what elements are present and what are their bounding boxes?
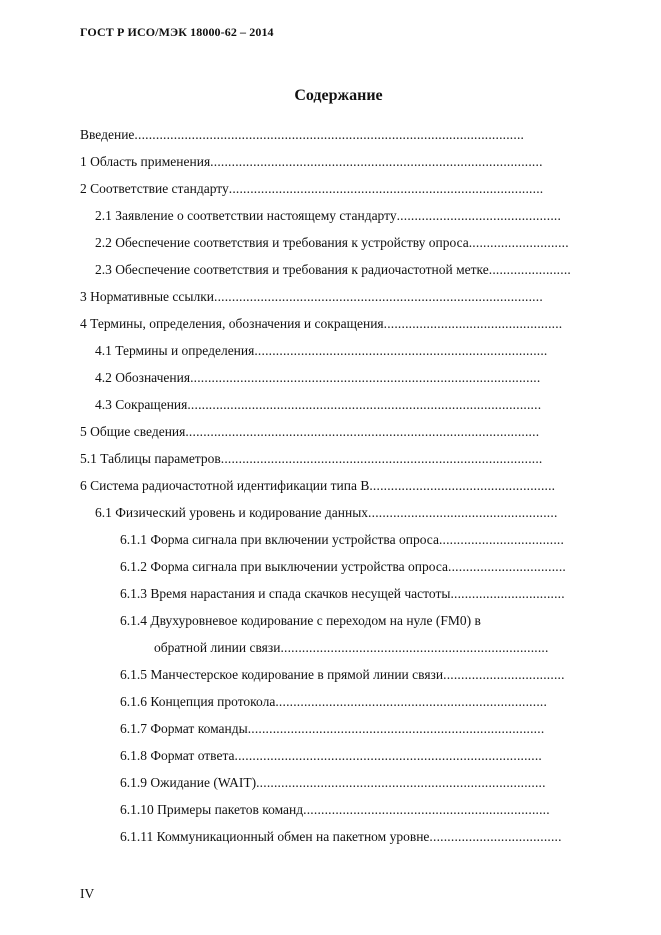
document-header: ГОСТ Р ИСО/МЭК 18000-62 – 2014 [80, 25, 274, 39]
leader-dots: ................................. [448, 559, 566, 574]
toc-entry-introduction[interactable]: Введение............................................................................................................. [80, 127, 525, 142]
toc-entry-section-2[interactable]: 2 Соответствие стандарту........................................................................................ [80, 181, 544, 196]
leader-dots: .............................................. [396, 208, 562, 223]
toc-entry-section-6-1-4-continued[interactable]: обратной линии связи........................................................................... [154, 640, 549, 655]
leader-dots: ................................................................................... [247, 721, 545, 736]
leader-dots: ................................................................................................... [187, 397, 542, 412]
leader-dots: ............................................................................................................. [134, 127, 525, 142]
toc-entry-section-6-1-8[interactable]: 6.1.8 Формат ответа...................................................................................... [120, 748, 542, 763]
toc-entry-section-6-1-11[interactable]: 6.1.11 Коммуникационный обмен на пакетном уровне..................................... [120, 829, 562, 844]
leader-dots: ................................................................................. [256, 775, 546, 790]
page-title: Содержание [294, 87, 383, 104]
leader-dots: ..................................................................... [303, 802, 550, 817]
toc-entry-section-2-1[interactable]: 2.1 Заявление о соответствии настоящему стандарту.............................................. [95, 208, 562, 223]
leader-dots: .................................................................................................. [190, 370, 541, 385]
leader-dots: .......................................................................................... [220, 451, 543, 466]
toc-entry-section-6-1[interactable]: 6.1 Физический уровень и кодирование данных..................................................... [95, 505, 558, 520]
toc-entry-section-1[interactable]: 1 Область применения............................................................................................. [80, 154, 543, 169]
page-number: IV [80, 886, 95, 901]
leader-dots: ...................................................................................... [234, 748, 542, 763]
toc-entry-section-4-1[interactable]: 4.1 Термины и определения.................................................................................. [95, 343, 548, 358]
toc-entry-section-4[interactable]: 4 Термины, определения, обозначения и сокращения.................................................. [80, 316, 563, 331]
toc-entry-section-4-3[interactable]: 4.3 Сокращения................................................................................................... [95, 397, 542, 412]
leader-dots: .................................................... [369, 478, 556, 493]
leader-dots: ........................................................................... [280, 640, 549, 655]
leader-dots: ................................ [450, 586, 565, 601]
leader-dots: .................................................................................. [254, 343, 548, 358]
toc-entry-section-6-1-6[interactable]: 6.1.6 Концепция протокола............................................................................ [120, 694, 548, 709]
leader-dots: ..................................... [429, 829, 562, 844]
leader-dots: ..................................................... [368, 505, 558, 520]
leader-dots: .................................. [443, 667, 565, 682]
toc-entry-section-6-1-2[interactable]: 6.1.2 Форма сигнала при выключении устройства опроса................................. [120, 559, 566, 574]
toc-entry-section-6-1-4[interactable]: 6.1.4 Двухуровневое кодирование с переходом на нуле (FM0) в [120, 613, 481, 628]
leader-dots: ........................................................................................ [228, 181, 544, 196]
toc-entry-section-5-1[interactable]: 5.1 Таблицы параметров.......................................................................................... [80, 451, 543, 466]
leader-dots: ............................................................................................. [210, 154, 543, 169]
toc-entry-section-2-3[interactable]: 2.3 Обеспечение соответствия и требования к радиочастотной метке....................... [95, 262, 571, 277]
toc-entry-section-2-2[interactable]: 2.2 Обеспечение соответствия и требования к устройству опроса............................ [95, 235, 569, 250]
leader-dots: ................................... [438, 532, 565, 547]
toc-entry-section-3[interactable]: 3 Нормативные ссылки............................................................................................ [80, 289, 543, 304]
toc-entry-section-6-1-1[interactable]: 6.1.1 Форма сигнала при включении устройства опроса................................... [120, 532, 565, 547]
leader-dots: ............................................................................ [275, 694, 548, 709]
toc-entry-section-6-1-9[interactable]: 6.1.9 Ожидание (WAIT)................................................................................. [120, 775, 546, 790]
toc-entry-section-6[interactable]: 6 Система радиочастотной идентификации типа В.................................................... [80, 478, 556, 493]
leader-dots: ................................................................................................... [185, 424, 540, 439]
toc-entry-section-6-1-10[interactable]: 6.1.10 Примеры пакетов команд..................................................................... [120, 802, 550, 817]
leader-dots: .................................................. [383, 316, 563, 331]
leader-dots: ....................... [488, 262, 571, 277]
toc-entry-section-5[interactable]: 5 Общие сведения................................................................................................... [80, 424, 540, 439]
toc-entry-section-6-1-3[interactable]: 6.1.3 Время нарастания и спада скачков несущей частоты................................ [120, 586, 565, 601]
toc-entry-section-6-1-7[interactable]: 6.1.7 Формат команды................................................................................... [120, 721, 545, 736]
leader-dots: ............................ [468, 235, 569, 250]
leader-dots: ............................................................................................ [214, 289, 543, 304]
toc-entry-section-6-1-5[interactable]: 6.1.5 Манчестерское кодирование в прямой линии связи.................................. [120, 667, 565, 682]
toc-entry-section-4-2[interactable]: 4.2 Обозначения.................................................................................................. [95, 370, 541, 385]
